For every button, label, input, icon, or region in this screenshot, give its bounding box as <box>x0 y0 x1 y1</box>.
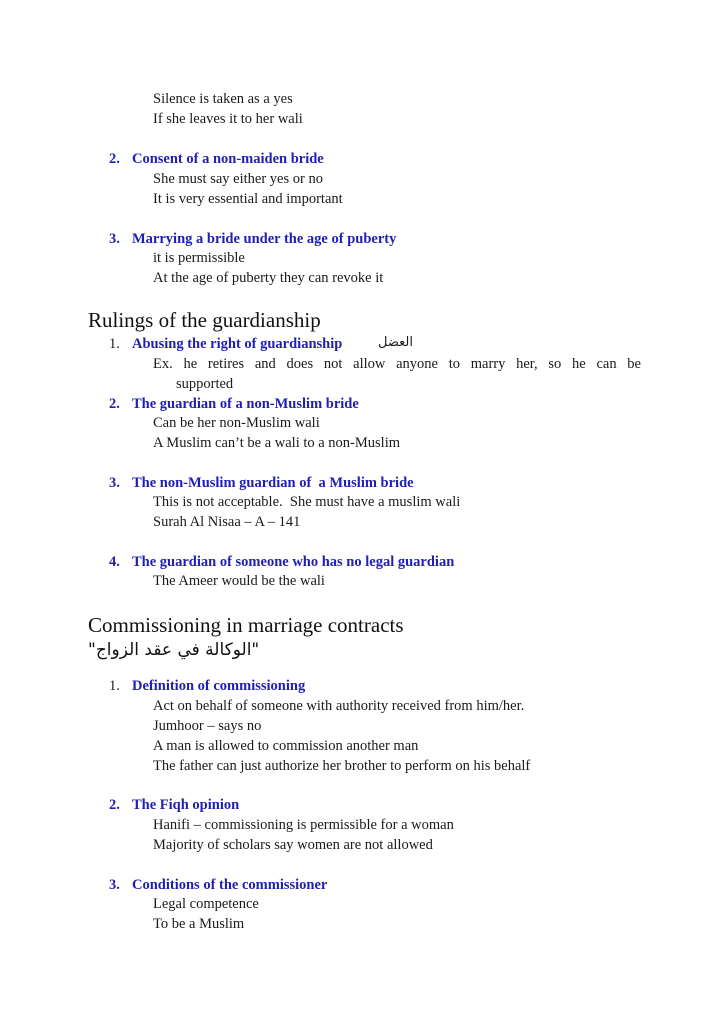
text-line: If she leaves it to her wali <box>153 111 303 127</box>
list-number: 3. <box>109 231 120 247</box>
section-heading: Rulings of the guardianship <box>88 308 321 332</box>
text-line: To be a Muslim <box>153 916 245 932</box>
text-line: At the age of puberty they can revoke it <box>153 270 384 286</box>
arabic-term: العضل <box>378 335 413 350</box>
list-item-title <box>109 394 359 414</box>
text-line: Majority of scholars say women are not allowed <box>153 837 433 853</box>
list-title: Marrying a bride under the age of puberty <box>132 231 397 247</box>
list-item-title <box>109 229 396 249</box>
list-title: Definition of commissioning <box>132 678 306 694</box>
text-line: Hanifi – commissioning is permissible for a woman <box>153 817 454 833</box>
list-number: 2. <box>109 396 120 412</box>
list-title: The Fiqh opinion <box>132 797 240 813</box>
text-line: Jumhoor – says no <box>153 718 262 734</box>
list-item-title <box>109 334 342 354</box>
text-line: it is permissible <box>153 250 245 266</box>
list-title: The guardian of a non-Muslim bride <box>132 396 359 412</box>
list-item-title <box>109 149 324 169</box>
text-line: Ex. he retires and does not allow anyone to marry her, so he can be <box>153 356 641 372</box>
text-line: This is not acceptable. She must have a muslim wali <box>153 494 461 510</box>
list-title: The guardian of someone who has no legal guardian <box>132 554 455 570</box>
text-line: A man is allowed to commission another man <box>153 738 419 754</box>
text-line: Can be her non-Muslim wali <box>153 415 320 431</box>
list-title: Consent of a non-maiden bride <box>132 151 324 167</box>
list-item-title <box>109 795 239 815</box>
section-heading: Commissioning in marriage contracts <box>88 613 404 637</box>
list-number: 4. <box>109 554 120 570</box>
list-title: Abusing the right of guardianship <box>132 336 343 352</box>
text-line: supported <box>176 376 234 392</box>
list-item-title <box>109 552 454 572</box>
list-number: 3. <box>109 475 120 491</box>
list-item-title <box>109 676 305 696</box>
list-number: 1. <box>109 678 120 694</box>
text-line: She must say either yes or no <box>153 171 323 187</box>
text-line: The father can just authorize her brother to perform on his behalf <box>153 758 531 774</box>
list-title: The non-Muslim guardian of a Muslim bride <box>132 475 414 491</box>
text-line: Surah Al Nisaa – A – 141 <box>153 514 301 530</box>
arabic-heading: "الوكالة في عقد الزواج" <box>88 640 260 660</box>
text-line: Act on behalf of someone with authority received from him/her. <box>153 698 525 714</box>
text-line: A Muslim can’t be a wali to a non-Muslim <box>153 435 401 451</box>
list-item-title <box>109 473 414 493</box>
text-line: It is very essential and important <box>153 191 343 207</box>
text-line: The Ameer would be the wali <box>153 573 325 589</box>
list-title: Conditions of the commissioner <box>132 877 328 893</box>
text-line: Legal competence <box>153 896 259 912</box>
list-item-title <box>109 875 327 895</box>
list-number: 3. <box>109 877 120 893</box>
text-line: Silence is taken as a yes <box>153 91 293 107</box>
list-number: 2. <box>109 151 120 167</box>
list-number: 2. <box>109 797 120 813</box>
list-number: 1. <box>109 336 120 352</box>
